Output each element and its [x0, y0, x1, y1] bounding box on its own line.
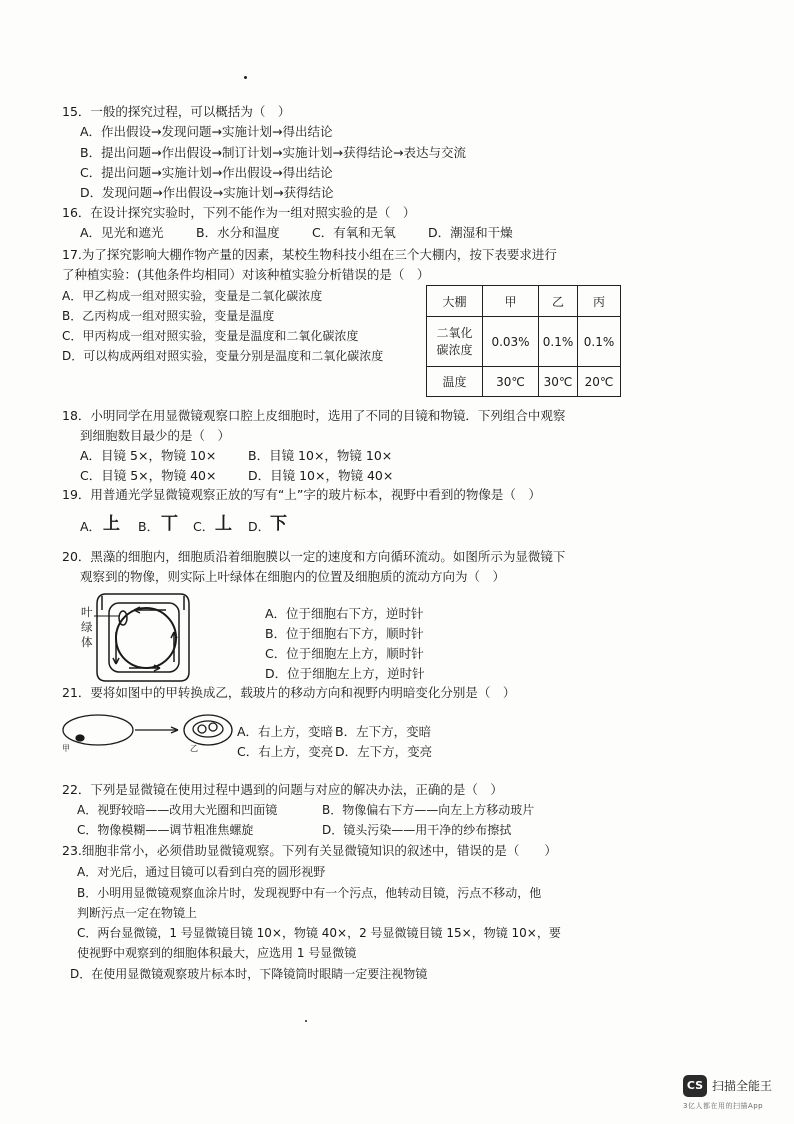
q20-cell-diagram: [94, 592, 194, 684]
q17-option-c: C．甲丙构成一组对照实验，变量是温度和二氧化碳浓度: [62, 329, 359, 343]
q16-stem: 16．在设计探究实验时，下列不能作为一组对照实验的是（ ）: [62, 205, 416, 220]
specimen-small: [76, 735, 84, 741]
table-header-cell: 甲: [483, 286, 539, 317]
q19-option-c-glyph: 丄: [215, 514, 232, 534]
cell-wall-line: [106, 672, 189, 681]
q20-stem-line2: 观察到的物像，则实际上叶绿体在细胞内的位置及细胞质的流动方向为（ ）: [80, 569, 506, 584]
table-cell: 20℃: [578, 367, 621, 397]
q21-option-b: B．左下方，变暗: [335, 724, 432, 739]
q20-label-ti: 体: [81, 635, 93, 649]
q17-option-b: B．乙丙构成一组对照实验，变量是温度: [62, 309, 275, 323]
q21-option-d: D．左下方，变亮: [335, 744, 433, 759]
specimen-cell: [198, 725, 206, 733]
q19-option-d-glyph: 下: [270, 514, 287, 534]
field-of-view-yi: [184, 715, 232, 745]
table-cell: 0.03%: [483, 317, 539, 367]
q16-option-d: D．潮湿和干燥: [428, 225, 513, 240]
table-header-cell: 乙: [539, 286, 578, 317]
q22-option-b: B．物像偏右下方——向左上方移动玻片: [322, 803, 535, 817]
q18-option-a: A．目镜 5×，物镜 10×: [80, 448, 217, 463]
table-header-cell: 大棚: [427, 286, 483, 317]
q20-option-c: C．位于细胞左上方，顺时针: [265, 646, 424, 661]
scan-speck: [244, 76, 247, 79]
q15-option-d: D．发现问题→作出假设→实施计划→获得结论: [80, 185, 334, 200]
q18-option-c: C．目镜 5×，物镜 40×: [80, 468, 217, 483]
table-header-cell: 丙: [578, 286, 621, 317]
camscanner-tagline: 3亿人都在用的扫描App: [683, 1102, 764, 1110]
q21-option-c: C．右上方，变亮: [237, 744, 334, 759]
table-cell: 30℃: [539, 367, 578, 397]
q17-stem-line2: 了种植实验：(其他条件均相同）对该种植实验分析错误的是（ ）: [62, 267, 430, 282]
q21-field-diagram: [60, 712, 235, 760]
q20-option-b: B．位于细胞右下方，顺时针: [265, 626, 424, 641]
specimen-cell: [209, 723, 217, 731]
q23-option-c-line1: C．两台显微镜，1 号显微镜目镜 10×，物镜 40×，2 号显微镜目镜 15×，物镜 10×，要: [77, 926, 561, 940]
q20-label-lv: 绿: [81, 620, 93, 634]
q18-stem-line1: 18．小明同学在用显微镜观察口腔上皮细胞时，选用了不同的目镜和物镜．下列组合中观察: [62, 408, 566, 423]
q22-option-a: A．视野较暗——改用大光圈和凹面镜: [77, 803, 278, 817]
q22-option-c: C．物像模糊——调节粗准焦螺旋: [77, 823, 254, 837]
q16-option-b: B．水分和温度: [196, 225, 280, 240]
q23-option-b-line2: 判断污点一定在物镜上: [77, 906, 198, 920]
q20-option-a: A．位于细胞右下方，逆时针: [265, 606, 424, 621]
q20-option-d: D．位于细胞左上方，逆时针: [265, 666, 425, 681]
q19-option-c-letter: C．: [193, 519, 215, 534]
q19-option-a-glyph: 上: [103, 514, 120, 534]
q20-label-ye: 叶: [81, 605, 93, 619]
q18-option-d: D．目镜 10×，物镜 40×: [248, 468, 394, 483]
table-row-label: 温度: [427, 367, 483, 397]
q18-option-b: B．目镜 10×，物镜 10×: [248, 448, 393, 463]
table-cell: 30℃: [483, 367, 539, 397]
camscanner-logo-icon: CS: [683, 1075, 707, 1097]
q23-option-c-line2: 使视野中观察到的细胞体积最大，应选用 1 号显微镜: [77, 946, 357, 960]
q19-stem: 19．用普通光学显微镜观察正放的写有“上”字的玻片标本，视野中看到的物像是（ ）: [62, 487, 541, 502]
q15-option-c: C．提出问题→实施计划→作出假设→得出结论: [80, 165, 333, 180]
q15-option-b: B．提出问题→作出假设→制订计划→实施计划→获得结论→表达与交流: [80, 145, 466, 160]
scan-speck: [305, 1020, 307, 1022]
q17-option-a: A．甲乙构成一组对照实验，变量是二氧化碳浓度: [62, 289, 323, 303]
field-of-view-jia: [63, 715, 133, 745]
q19-option-a-letter: A．: [80, 519, 102, 534]
q21-label-yi: 乙: [190, 744, 198, 753]
q21-option-a: A．右上方，变暗: [237, 724, 334, 739]
q23-option-b-line1: B．小明用显微镜观察血涂片时，发现视野中有一个污点，他转动目镜，污点不移动，他: [77, 886, 542, 900]
q15-option-a: A．作出假设→发现问题→实施计划→得出结论: [80, 124, 333, 139]
q17-option-d: D．可以构成两组对照实验，变量分别是温度和二氧化碳浓度: [62, 349, 384, 363]
q23-stem: 23.细胞非常小，必须借助显微镜观察。下列有关显微镜知识的叙述中，错误的是（ ）: [62, 843, 557, 858]
q17-stem-line1: 17.为了探究影响大棚作物产量的因素，某校生物科技小组在三个大棚内，按下表要求进行: [62, 247, 557, 262]
q21-label-jia: 甲: [62, 744, 70, 753]
q21-stem: 21．要将如图中的甲转换成乙，载玻片的移动方向和视野内明暗变化分别是（ ）: [62, 685, 516, 700]
table-cell: 0.1%: [578, 317, 621, 367]
row-label-line: 二氧化: [436, 325, 473, 340]
q20-stem-line1: 20．黑藻的细胞内，细胞质沿着细胞膜以一定的速度和方向循环流动。如图所示为显微镜下: [62, 549, 566, 564]
q18-stem-line2: 到细胞数目最少的是（ ）: [80, 428, 231, 443]
q23-option-d: D．在使用显微镜观察玻片标本时，下降镜筒时眼睛一定要注视物镜: [70, 967, 428, 981]
q19-option-b-letter: B．: [138, 519, 160, 534]
q17-table: [426, 285, 621, 397]
row-label-line: 碳浓度: [436, 342, 473, 357]
q15-stem: 15．一般的探究过程，可以概括为（ ）: [62, 104, 291, 119]
table-cell: 0.1%: [539, 317, 578, 367]
table-row-label: [427, 317, 483, 367]
q19-option-b-glyph: 丅: [161, 514, 178, 534]
camscanner-name: 扫描全能王: [712, 1079, 773, 1093]
vacuole: [116, 608, 176, 668]
q23-option-a: A．对光后，通过目镜可以看到白亮的圆形视野: [77, 865, 326, 879]
q22-stem: 22．下列是显微镜在使用过程中遇到的问题与对应的解决办法，正确的是（ ）: [62, 782, 503, 797]
q16-option-c: C．有氧和无氧: [312, 225, 396, 240]
q22-option-d: D．镜头污染——用干净的纱布擦拭: [322, 823, 512, 837]
q19-option-d-letter: D．: [248, 519, 271, 534]
q16-option-a: A．见光和遮光: [80, 225, 164, 240]
